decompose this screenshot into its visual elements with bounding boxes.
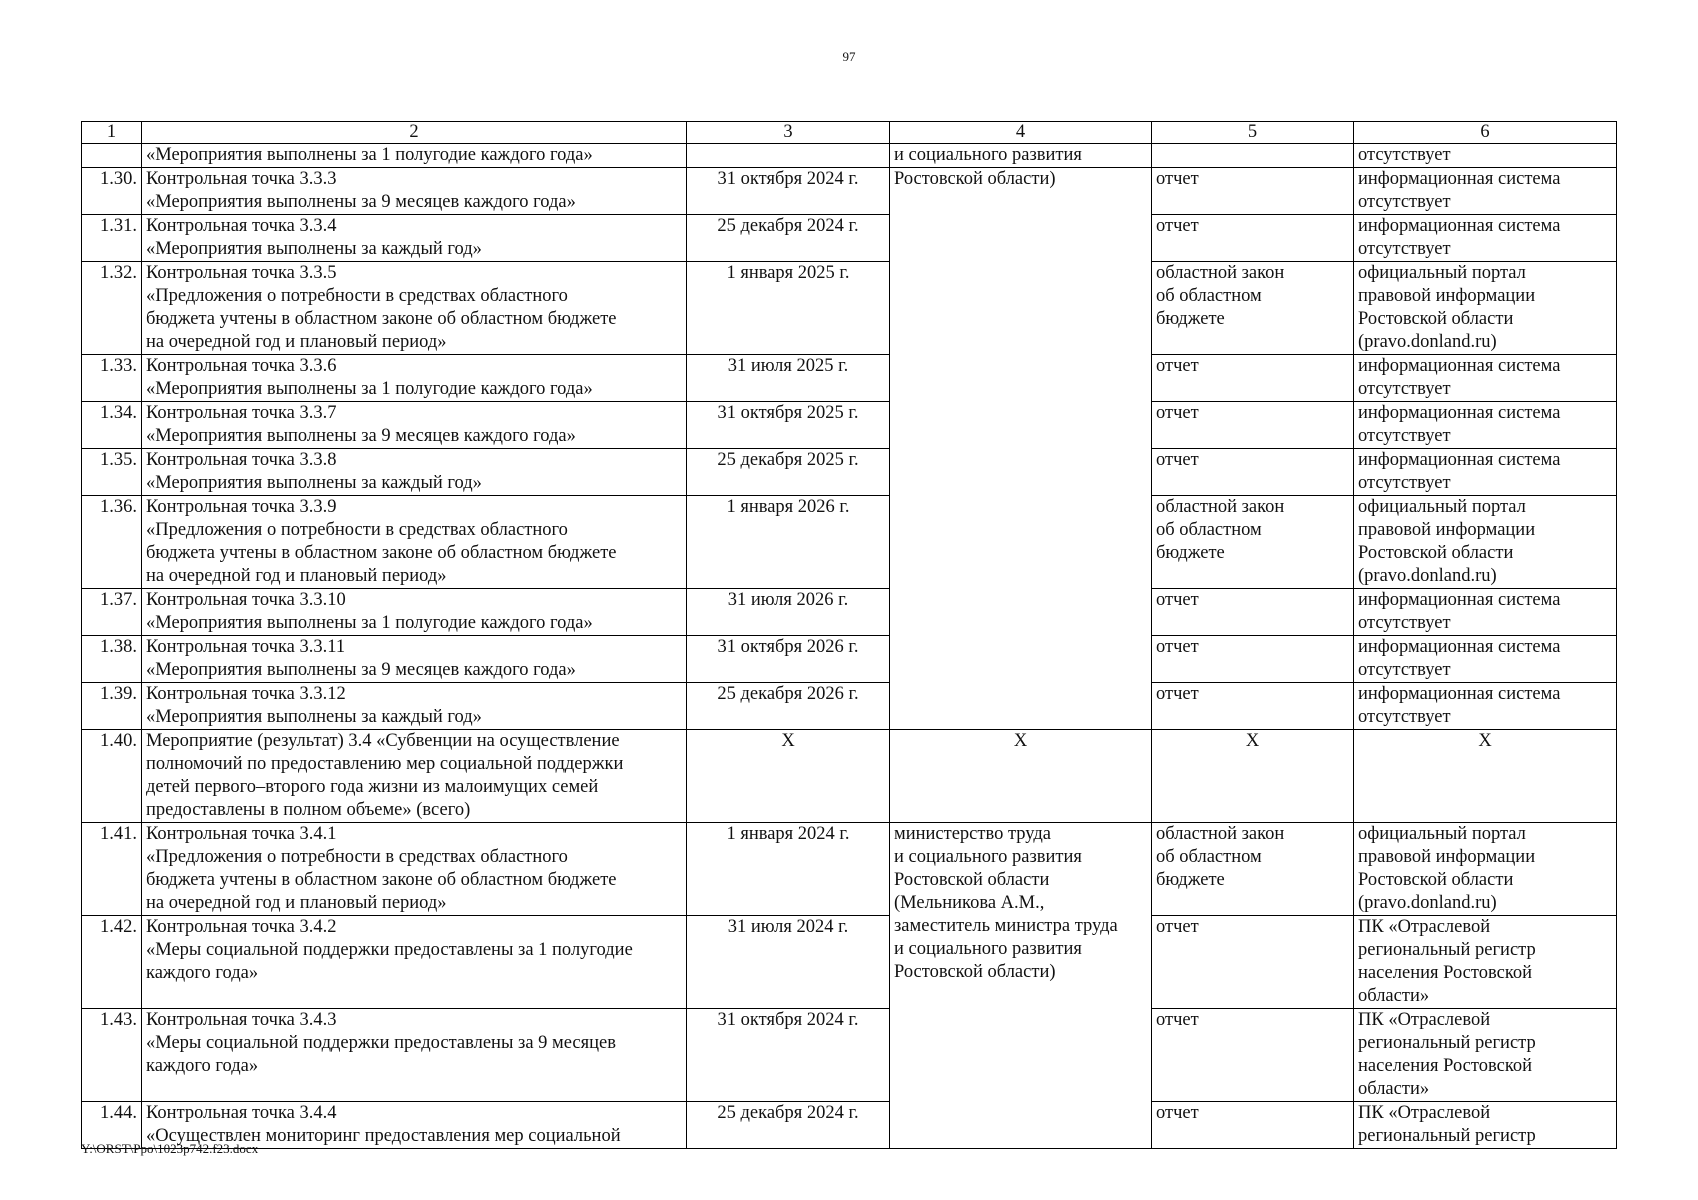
row-date-cell: 25 декабря 2025 г. [687,449,890,496]
row-date-cell: 25 декабря 2026 г. [687,683,890,730]
row-number-cell: 1.33. [82,355,142,402]
row-name-cell: Контрольная точка 3.3.7 «Мероприятия выполнены за 9 месяцев каждого года» [142,402,687,449]
row-date-cell: 31 октября 2024 г. [687,168,890,215]
table-row [82,916,1617,1009]
row-source-cell: официальный портал правовой информации Ростовской области (pravo.donland.ru) [1354,496,1617,589]
row-date-cell: 31 июля 2026 г. [687,589,890,636]
table-row [82,496,1617,589]
row-source-cell: X [1354,730,1617,823]
row-name-cell: Мероприятие (результат) 3.4 «Субвенции на осуществление полномочий по предоставлению мер социальной поддержки детей первого–второго года жизни из малоимущих семей предоставлены в полном объеме» (всего) [142,730,687,823]
row-name-cell: Контрольная точка 3.3.12 «Мероприятия выполнены за каждый год» [142,683,687,730]
row-number-cell: 1.35. [82,449,142,496]
row-number-cell: 1.42. [82,916,142,1009]
row-source-cell: информационная система отсутствует [1354,355,1617,402]
table-row [82,683,1617,730]
row-doc-cell: областной закон об областном бюджете [1152,823,1354,916]
row-doc-cell: отчет [1152,1009,1354,1102]
table-row-activity [82,730,1617,823]
table-row [82,402,1617,449]
table-row [82,262,1617,355]
row-doc-cell: отчет [1152,589,1354,636]
row-date-cell: 31 июля 2024 г. [687,916,890,1009]
row-number-cell [82,144,142,168]
row-doc-cell: отчет [1152,355,1354,402]
row-source-cell: информационная система отсутствует [1354,589,1617,636]
table-row-continuation [82,144,1617,168]
row-source-cell: официальный портал правовой информации Ростовской области (pravo.donland.ru) [1354,823,1617,916]
row-date-cell: 1 января 2024 г. [687,823,890,916]
row-doc-cell: X [1152,730,1354,823]
row-doc-cell: отчет [1152,402,1354,449]
control-points-table [81,121,1617,1149]
table-row [82,1102,1617,1149]
row-name-cell: Контрольная точка 3.4.4 «Осуществлен мониторинг предоставления мер социальной [142,1102,687,1149]
row-source-cell: информационная система отсутствует [1354,215,1617,262]
table-row [82,215,1617,262]
row-number-cell: 1.30. [82,168,142,215]
table-row [82,1009,1617,1102]
row-doc-cell: отчет [1152,683,1354,730]
row-doc-cell: отчет [1152,168,1354,215]
table-row [82,589,1617,636]
row-name-cell: Контрольная точка 3.4.3 «Меры социальной поддержки предоставлены за 9 месяцев каждого года» [142,1009,687,1102]
row-source-cell: отсутствует [1354,144,1617,168]
column-header: 2 [142,122,687,144]
column-header: 4 [890,122,1152,144]
row-number-cell: 1.43. [82,1009,142,1102]
responsible-cell: Ростовской области) [890,168,1152,730]
row-source-cell: информационная система отсутствует [1354,449,1617,496]
row-name-cell: Контрольная точка 3.3.11 «Мероприятия выполнены за 9 месяцев каждого года» [142,636,687,683]
row-number-cell: 1.41. [82,823,142,916]
table-row [82,355,1617,402]
row-name-cell: Контрольная точка 3.3.6 «Мероприятия выполнены за 1 полугодие каждого года» [142,355,687,402]
column-header: 3 [687,122,890,144]
row-number-cell: 1.39. [82,683,142,730]
row-source-cell: информационная система отсутствует [1354,168,1617,215]
row-source-cell: официальный портал правовой информации Ростовской области (pravo.donland.ru) [1354,262,1617,355]
row-number-cell: 1.44. [82,1102,142,1149]
row-date-cell [687,144,890,168]
row-name-cell: Контрольная точка 3.4.1 «Предложения о потребности в средствах областного бюджета учтены в областном законе об областном бюджете на очередной год и плановый период» [142,823,687,916]
column-header: 1 [82,122,142,144]
row-doc-cell [1152,144,1354,168]
table-row [82,636,1617,683]
row-source-cell: информационная система отсутствует [1354,636,1617,683]
row-number-cell: 1.40. [82,730,142,823]
table-row [82,168,1617,215]
row-date-cell: 31 октября 2024 г. [687,1009,890,1102]
row-number-cell: 1.37. [82,589,142,636]
row-date-cell: 1 января 2025 г. [687,262,890,355]
row-name-cell: Контрольная точка 3.3.4 «Мероприятия выполнены за каждый год» [142,215,687,262]
row-date-cell: 1 января 2026 г. [687,496,890,589]
row-doc-cell: отчет [1152,916,1354,1009]
row-date-cell: 31 октября 2025 г. [687,402,890,449]
row-name-cell: Контрольная точка 3.3.3 «Мероприятия выполнены за 9 месяцев каждого года» [142,168,687,215]
row-number-cell: 1.34. [82,402,142,449]
row-doc-cell: областной закон об областном бюджете [1152,262,1354,355]
row-number-cell: 1.32. [82,262,142,355]
row-number-cell: 1.38. [82,636,142,683]
row-doc-cell: отчет [1152,636,1354,683]
row-date-cell: 25 декабря 2024 г. [687,1102,890,1149]
table-row [82,823,1617,916]
row-doc-cell: отчет [1152,215,1354,262]
row-number-cell: 1.36. [82,496,142,589]
row-number-cell: 1.31. [82,215,142,262]
page-number: 97 [842,49,856,64]
row-source-cell: ПК «Отраслевой региональный регистр [1354,1102,1617,1149]
row-date-cell: X [687,730,890,823]
row-name-cell: Контрольная точка 3.3.9 «Предложения о потребности в средствах областного бюджета учтены в областном законе об областном бюджете на очередной год и плановый период» [142,496,687,589]
row-name-cell: Контрольная точка 3.3.5 «Предложения о потребности в средствах областного бюджета учтены в областном законе об областном бюджете на очередной год и плановый период» [142,262,687,355]
responsible-cell: X [890,730,1152,823]
row-name-cell: Контрольная точка 3.4.2 «Меры социальной поддержки предоставлены за 1 полугодие каждого года» [142,916,687,1009]
column-number-header-row [82,122,1617,144]
row-date-cell: 31 октября 2026 г. [687,636,890,683]
row-date-cell: 31 июля 2025 г. [687,355,890,402]
column-header: 5 [1152,122,1354,144]
row-doc-cell: отчет [1152,1102,1354,1149]
row-source-cell: информационная система отсутствует [1354,683,1617,730]
row-doc-cell: областной закон об областном бюджете [1152,496,1354,589]
row-name-cell: Контрольная точка 3.3.10 «Мероприятия выполнены за 1 полугодие каждого года» [142,589,687,636]
row-name-cell: Контрольная точка 3.3.8 «Мероприятия выполнены за каждый год» [142,449,687,496]
row-source-cell: ПК «Отраслевой региональный регистр населения Ростовской области» [1354,1009,1617,1102]
file-path-footer: Y:\ORST\Ppo\1023p742.f23.docx [81,1141,259,1156]
row-name-cell: «Мероприятия выполнены за 1 полугодие каждого года» [142,144,687,168]
row-source-cell: ПК «Отраслевой региональный регистр населения Ростовской области» [1354,916,1617,1009]
responsible-cell: и социального развития [890,144,1152,168]
column-header: 6 [1354,122,1617,144]
responsible-cell: министерство труда и социального развития Ростовской области (Мельникова А.М., заместитель министра труда и социального развития Ростовской области) [890,823,1152,1149]
row-doc-cell: отчет [1152,449,1354,496]
row-source-cell: информационная система отсутствует [1354,402,1617,449]
table-row [82,449,1617,496]
row-date-cell: 25 декабря 2024 г. [687,215,890,262]
